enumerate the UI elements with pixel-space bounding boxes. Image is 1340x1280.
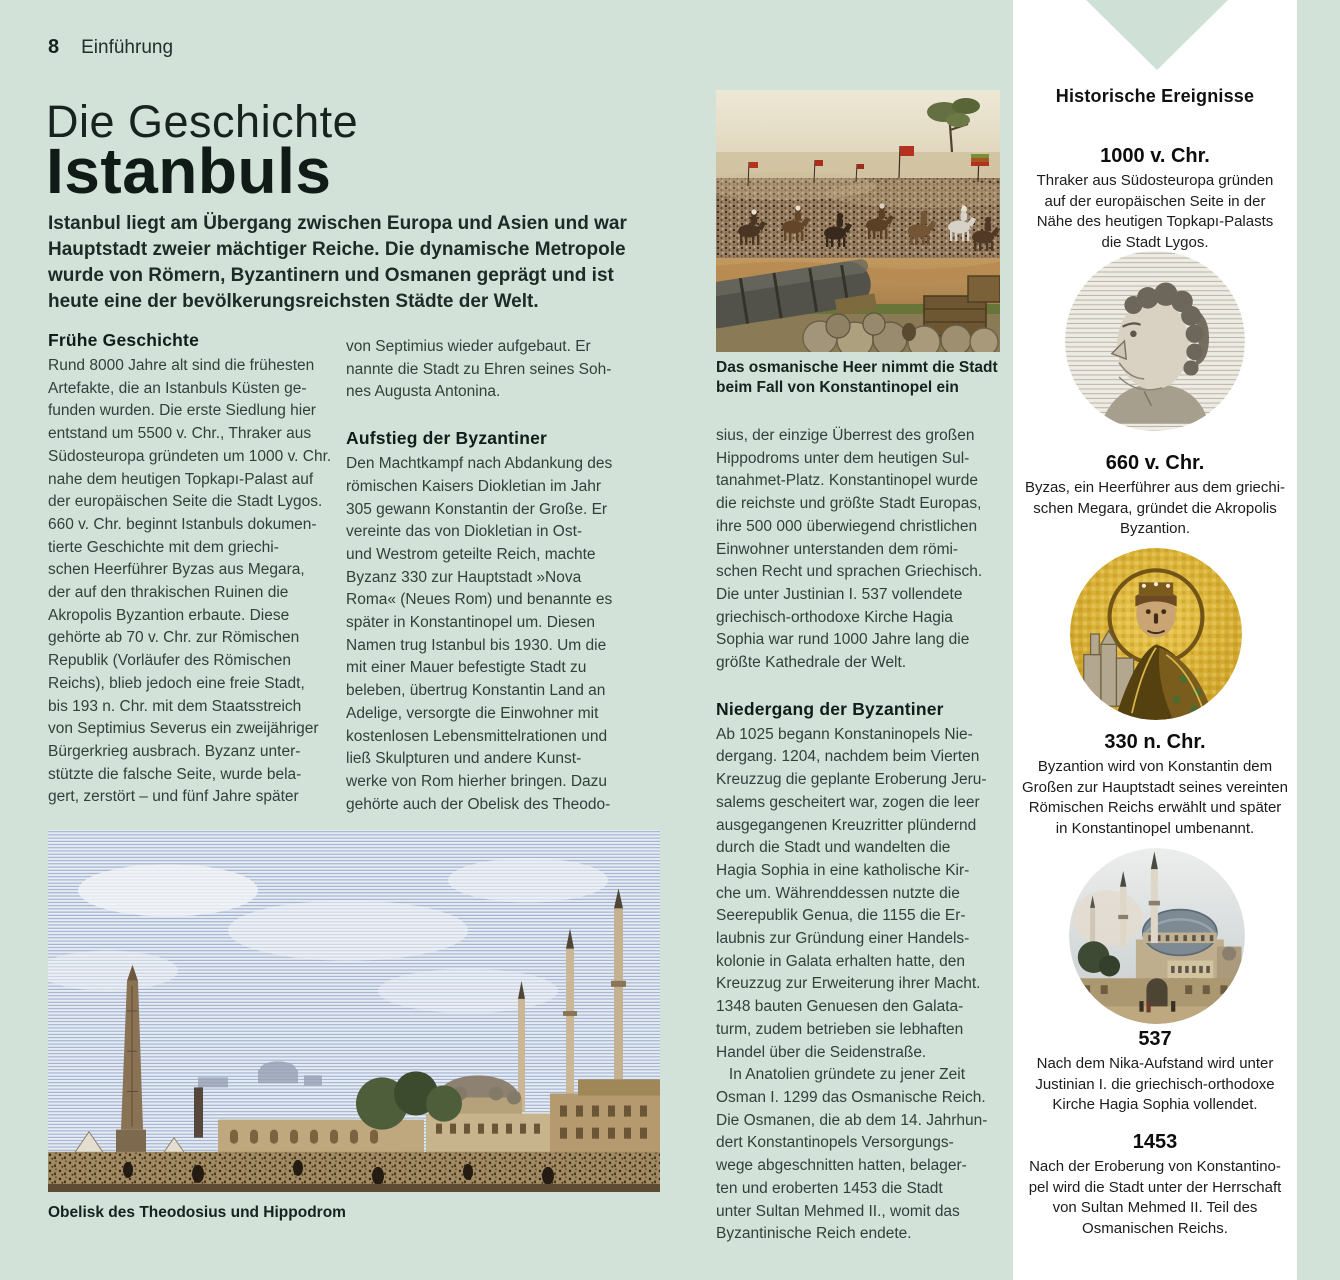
hagia-sophia-graphic [1069,848,1245,1024]
page-header [48,36,173,59]
timeline-event-660bc [1019,452,1291,540]
column-byzantine-decline [716,425,1008,1246]
body-text-continued: von Septimius wieder aufgebaut. Er nannte die Stadt zu Ehren seines Soh- nes Augusta Antonina. [346,338,612,401]
hippodrome-engraving-graphic [48,830,660,1192]
battle-painting-image [716,90,1000,352]
sidebar-heading: Historische Ereignisse [1055,86,1255,106]
battle-painting-graphic [716,90,1000,352]
event-year: 537 [1138,1028,1172,1050]
intro-paragraph: Istanbul liegt am Übergang zwischen Europa und Asien und war Hauptstadt zweier mächtiger Reiche. Die dynamische Metropole wurde von Römern, Byzantinern und Osmanen geprägt und ist heute eine der bevölkerungsreichsten Städte der Welt. [48,213,627,312]
section-heading-niedergang: Niedergang der Byzantiner [716,698,944,719]
hippodrome-engraving-image [48,830,660,1192]
event-text: Nach dem Nika-Aufstand wird unter Justinian I. die griechisch-orthodoxe Kirche Hagia Sophia vollendet. [1035,1055,1275,1113]
event-text: Byzantion wird von Konstantin dem Großen zur Hauptstadt seines vereinten Römischen Reichs erwählt und später in Konstantinopel umbenannt. [1022,758,1288,837]
page-title-line1: Die Geschichte [46,96,359,147]
event-year: 330 n. Chr. [1104,731,1206,753]
body-text-continued: sius, der einzige Überrest des großen Hippodroms unter dem heutigen Sul- tanahmet-Platz. Konstantinopel wurde die reichste und größte Stadt Europas, ihre 500 000 überwiegend christlichen Einwohner unterstanden dem römi- schen Recht und sprachen Griechisch. Die unter Justinian I. 537 vollendete griechisch-orthodoxe Kirche Hagia Sophia war rund 1000 Jahre lang die größte Kathedrale der Welt. [716,427,983,672]
body-text: Rund 8000 Jahre alt sind die frühesten Artefakte, die an Istanbuls Küsten ge- funden wurden. Die erste Siedlung hier entstand um 5500 v. Chr., Thraker aus Südosteuropa gründeten um 1000 v. Chr. nahe dem heutigen Topkapı-Palast auf der europäischen Seite die Stadt Lygos. 660 v. Chr. beginnt Istanbuls dokumen- tierte Geschichte mit dem griechi- schen Heerführer Byzas aus Megara, der auf den thrakischen Ruinen die Akropolis Byzantion erbaute. Diese gehörte ab 70 v. Chr. zur Römischen Republik (Vorläufer des Römischen Reichs), blieb jedoch eine freie Stadt, bis 193 n. Chr. mit dem Staatsstreich von Septimius Severus ein zweijähriger Bürgerkrieg ausbrach. Byzanz unter- stützte die falsche Seite, wurde bela- gert, zerstört – und fünf Jahre später [48,357,332,806]
battle-image-caption: Das osmanische Heer nimmt die Stadt beim Fall von Konstantinopel ein [716,359,998,396]
mosaic-graphic [1070,548,1242,720]
section-heading-fruehe-geschichte: Frühe Geschichte [48,330,200,350]
column-byzantine-rise [346,336,642,816]
body-text: Den Machtkampf nach Abdankung des römischen Kaisers Diokletian im Jahr 305 gewann Konstantin der Große. Er vereinte das von Diokletian in Ost- und Westrom geteilte Reich, machte Byzanz 330 zur Hauptstadt »Nova Roma« (Neues Rom) und benannte es später in Konstantinopel um. Diesen Namen trug Istanbul bis 1930. Um die mit einer Mauer befestigte Stadt zu beleben, übertrug Konstantin Land an Adelige, versorgte die Einwohner mit kostenlosen Lebensmittelrationen und ließ Skulpturen und andere Kunst- werke von Rom hierher bringen. Dazu gehörte auch der Obelisk des Theodo- [346,455,613,813]
timeline-event-537 [1019,1028,1291,1116]
event-year: 1453 [1132,1131,1178,1153]
event-text: Nach der Eroberung von Konstantino- pel wird die Stadt unter der Herrschaft von Sultan Mehmed II. Teil des Osmanischen Reichs. [1028,1158,1282,1237]
engraving-image-caption: Obelisk des Theodosius und Hippodrom [48,1204,346,1221]
chevron-down-icon [1086,0,1228,70]
portrait-engraving-graphic [1065,250,1245,432]
hagia-sophia-medallion-image [1069,848,1245,1024]
event-text: Thraker aus Südosteuropa gründen auf der europäischen Seite in der Nähe des heutigen Topkapı-Palasts die Stadt Lygos. [1036,172,1274,251]
page-number: 8 [48,36,60,58]
event-text: Byzas, ein Heerführer aus dem griechi- schen Megara, gründet die Akropolis Byzantion. [1024,479,1286,537]
body-text: Ab 1025 begann Konstaninopels Nie- dergang. 1204, nachdem beim Vierten Kreuzzug die geplante Eroberung Jeru- salems gescheitert war, zogen die leer ausgegangenen Kreuzritter plündernd durch die Stadt und wandelten die Hagia Sophia in eine katholische Kir- che um. Währenddessen nutzte die Seerepublik Genua, die 1155 die Er- laubnis zur Gründung einer Handels- kolonie in Galata erhalten hatte, den Kreuzzug zur Erweiterung ihrer Macht. 1348 bauten Genuesen den Galata- turm, zudem betrieben sie lebhaften Handel über die Seidenstraße. In Anatolien gründete zu jener Zeit Osman I. 1299 das Osmanische Reich. Die Osmanen, die ab dem 14. Jahrhun- dert Konstantinopels Versorgungs- wege abgeschnitten hatten, belager- ten und eroberten 1453 die Stadt unter Sultan Mehmed II., womit das Byzantinische Reich endete. [716,725,988,1243]
spacer [716,675,1008,699]
timeline-event-330ad [1019,731,1291,839]
page-title-line2: Istanbuls [46,135,332,207]
section-heading-aufstieg: Aufstieg der Byzantiner [346,428,548,449]
byzas-portrait-medallion-image [1065,250,1245,432]
spacer [346,404,642,428]
event-year: 660 v. Chr. [1105,452,1205,474]
timeline-event-1453 [1019,1131,1291,1239]
timeline-event-1000bc [1019,145,1291,253]
section-label: Einführung [81,37,174,58]
constantine-mosaic-medallion-image [1070,548,1242,720]
event-year: 1000 v. Chr. [1100,145,1210,167]
column-early-history [48,330,336,809]
